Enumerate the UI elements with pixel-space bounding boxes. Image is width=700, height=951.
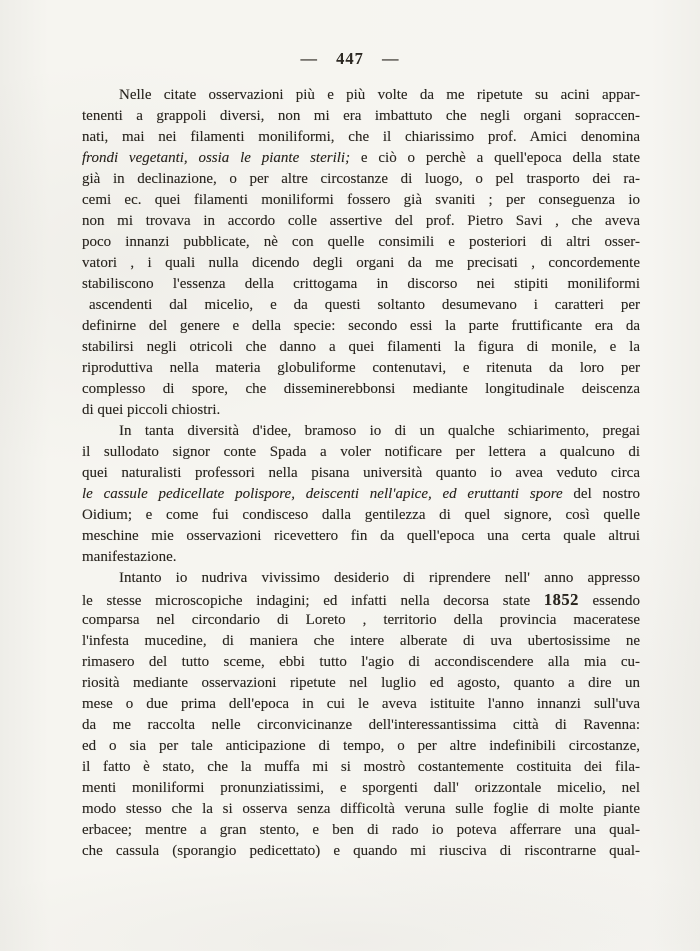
text-line bbox=[82, 442, 640, 463]
text-line bbox=[82, 190, 640, 211]
body-text: comparsa nel circondario di Loreto , territorio della provincia maceratese bbox=[82, 612, 640, 628]
body-text: ascendenti dal micelio, e da questi soltanto desumevano i caratteri per bbox=[89, 297, 640, 313]
text-line bbox=[82, 652, 640, 673]
body-text: riproduttiva nella materia globuliforme contenutavi, e ritenuta da loro per bbox=[82, 360, 640, 376]
body-text: vatori , i quali nulla dicendo degli organi da me precisati , concordemente bbox=[82, 255, 640, 271]
body-text: cemi ec. quei filamenti moniliformi fossero già svaniti ; per conseguenza io bbox=[82, 192, 640, 208]
text-line bbox=[82, 316, 640, 337]
body-text: Oidium; e come fui condisceso dalla gentilezza di quel signore, così quelle bbox=[82, 507, 640, 523]
text-line bbox=[82, 778, 640, 799]
page-number: — 447 — bbox=[300, 49, 400, 68]
body-text: il sullodato signor conte Spada a voler notificare per lettera a qualcuno di bbox=[82, 444, 640, 460]
body-text: meschine mie osservazioni ricevettero fin da quell'epoca una certa quale altrui bbox=[82, 528, 640, 544]
text-line bbox=[82, 211, 640, 232]
body-text: e ciò o perchè a quell'epoca della state bbox=[350, 150, 641, 166]
text-line bbox=[82, 169, 640, 190]
text-line bbox=[82, 295, 640, 316]
text-line bbox=[82, 421, 640, 442]
body-text: riosità mediante osservazioni ripetute nel luglio ed agosto, quanto a dire un bbox=[82, 675, 640, 691]
body-text: modo stesso che la si osserva senza difficoltà veruna sulle foglie di molte piante bbox=[82, 801, 640, 817]
body-text: già in declinazione, o per altre circostanze di luogo, o pel trasporto dei ra- bbox=[82, 171, 640, 187]
text-line bbox=[82, 85, 640, 106]
text-line bbox=[82, 694, 640, 715]
body-text: quei naturalisti professori nella pisana università quanto io avea veduto circa bbox=[82, 465, 640, 481]
text-line bbox=[82, 337, 640, 358]
text-line bbox=[82, 505, 640, 526]
text-line bbox=[82, 757, 640, 778]
text-line bbox=[82, 274, 640, 295]
text-line bbox=[82, 148, 640, 169]
body-text: che cassula (sporangio pedicettato) e quando mi riusciva di riscontrarne qual- bbox=[82, 843, 640, 859]
body-text: essendo bbox=[578, 593, 640, 609]
text-line bbox=[82, 841, 640, 862]
body-text: nati, mai nei filamenti moniliformi, che il chiarissimo prof. Amici denomina bbox=[82, 129, 640, 145]
body-text: tenenti a grappoli diversi, non mi era imbattuto che negli organi sopraccen- bbox=[82, 108, 640, 124]
body-text: ed o sia per tale anticipazione di tempo, o per altre indefinibili circostanze, bbox=[82, 738, 640, 754]
paragraph bbox=[82, 421, 640, 568]
body-text: stabiliscono l'essenza della crittogama in discorso nei stipiti moniliformi bbox=[82, 276, 640, 292]
body-text: definirne del genere e della specie: secondo essi la parte fruttificante era da bbox=[82, 318, 640, 334]
text-line bbox=[82, 715, 640, 736]
body-text: stabilirsi negli otricoli che danno a quei filamenti la figura di monile, e la bbox=[82, 339, 640, 355]
bold-year: 1852 bbox=[543, 590, 579, 609]
body-text: rimasero del tutto sceme, ebbi tutto l'agio di accondiscendere alla mia cu- bbox=[82, 654, 640, 670]
body-text: poco innanzi pubblicate, nè con quelle consimili e posteriori di altri osser- bbox=[82, 234, 640, 250]
text-line bbox=[82, 463, 640, 484]
text-line bbox=[82, 736, 640, 757]
text-line bbox=[82, 379, 640, 400]
text-line bbox=[82, 610, 640, 631]
text-line bbox=[82, 253, 640, 274]
body-text: mese o due prima dell'epoca in cui le aveva istituite l'anno innanzi sull'uva bbox=[82, 696, 640, 712]
text-block bbox=[82, 85, 640, 862]
text-line bbox=[82, 106, 640, 127]
body-text: erbacee; mentre a gran stento, e ben di rado io poteva afferrare una qual- bbox=[82, 822, 640, 838]
body-text: l'infesta mucedine, di maniera che intere alberate di uva ubertosissime ne bbox=[82, 633, 640, 649]
body-text: il fatto è stato, che la muffa mi si mostrò costantemente costituita dei fila- bbox=[82, 759, 640, 775]
body-text: da me raccolta nelle circonvicinanze dell'interessantissima città di Ravenna: bbox=[82, 717, 640, 733]
text-line bbox=[82, 820, 640, 841]
body-text: di quei piccoli chiostri. bbox=[82, 402, 221, 418]
text-line bbox=[82, 358, 640, 379]
text-line bbox=[82, 589, 640, 610]
text-line bbox=[82, 127, 640, 148]
text-line bbox=[82, 400, 640, 421]
italic-text: le cassule pedicellate polispore, deiscenti nell'apice, ed eruttanti spore bbox=[82, 486, 563, 502]
italic-text: frondi vegetanti, ossia le piante sterili; bbox=[82, 150, 351, 166]
body-text: manifestazione. bbox=[82, 549, 177, 565]
body-text: non mi trovava in accordo colle assertive del prof. Pietro Savi , che aveva bbox=[82, 213, 640, 229]
body-text: le stesse microscopiche indagini; ed infatti nella decorsa state bbox=[82, 593, 544, 609]
text-line bbox=[82, 631, 640, 652]
text-line bbox=[82, 526, 640, 547]
body-text: Intanto io nudriva vivissimo desiderio di riprendere nell' anno appresso bbox=[119, 570, 640, 586]
text-line bbox=[82, 547, 640, 568]
text-line bbox=[82, 799, 640, 820]
text-line bbox=[82, 568, 640, 589]
body-text: In tanta diversità d'idee, bramoso io di un qualche schiarimento, pregai bbox=[119, 423, 640, 439]
paragraph bbox=[82, 85, 640, 421]
body-text: del nostro bbox=[562, 486, 641, 502]
body-text: complesso di spore, che disseminerebbonsi mediante longitudinale deiscenza bbox=[82, 381, 640, 397]
text-line bbox=[82, 673, 640, 694]
body-text: Nelle citate osservazioni più e più volte da me ripetute su acini appar- bbox=[119, 87, 640, 103]
paragraph bbox=[82, 568, 640, 862]
body-text: menti moniliformi pronunziatissimi, e sporgenti dall' orizzontale micelio, nel bbox=[82, 780, 640, 796]
text-line bbox=[82, 484, 640, 505]
text-line bbox=[82, 232, 640, 253]
